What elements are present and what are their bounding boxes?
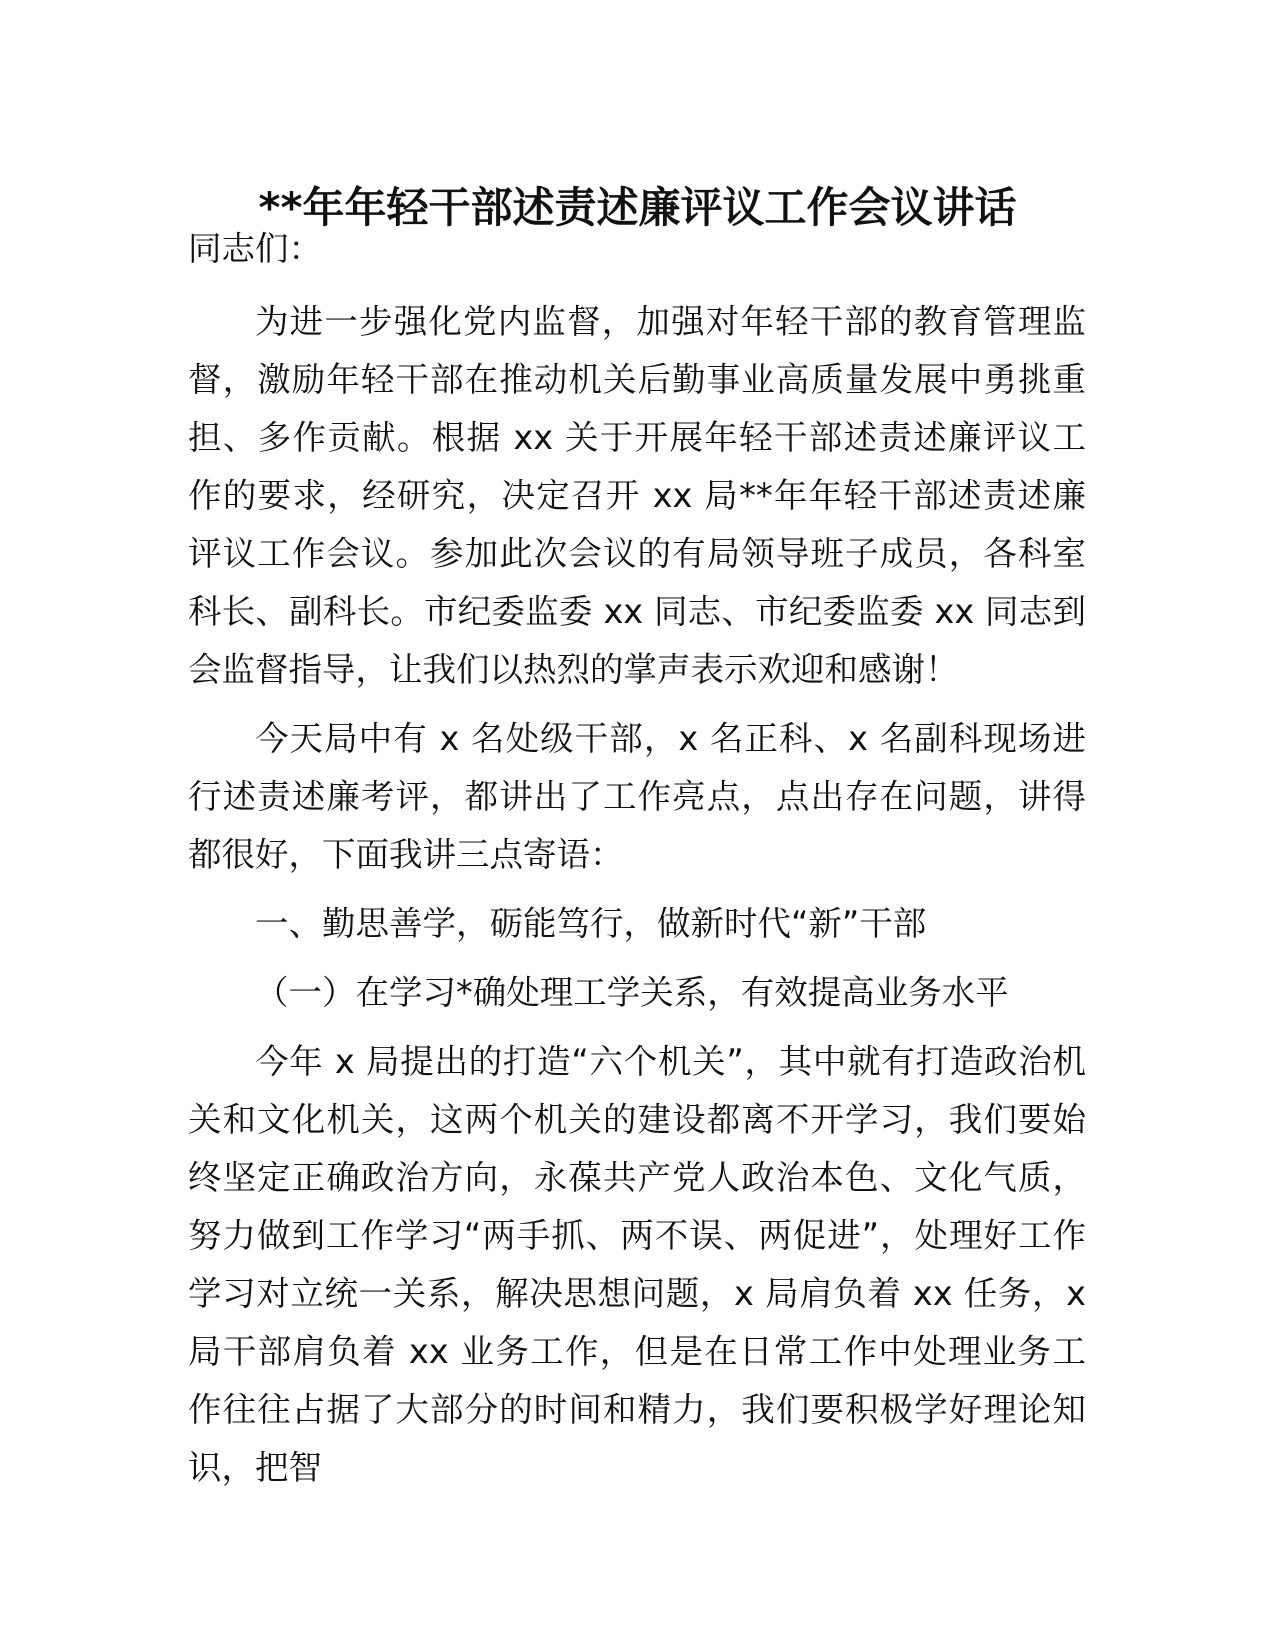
subsection-heading-1: （一）在学习*确处理工学关系，有效提高业务水平: [255, 973, 1009, 1012]
document-title: **年年轻干部述责述廉评议工作会议讲话: [258, 183, 1017, 233]
paragraph-study: 今年 x 局提出的打造“六个机关”，其中就有打造政治机关和文化机关，这两个机关的建设都离不开学习，我们要始终坚定正确政治方向，永葆共产党人政治本色、文化气质，努力做到工作学习“两手抓、两不误、两促进”，处理好工作学习对立统一关系，解决思想问题，x 局肩负着 xx 任务，x 局干部肩负着 xx 业务工作，但是在日常工作中处理业务工作往往占据了大部分的时间和精力，我们要积极学好理论知识，把智: [188, 1042, 1086, 1487]
paragraph-overview: 今天局中有 x 名处级干部，x 名正科、x 名副科现场进行述责述廉考评，都讲出了工作亮点，点出存在问题，讲得都很好，下面我讲三点寄语：: [188, 719, 1086, 874]
document-body: [188, 220, 1086, 1508]
section-heading-1: 一、勤思善学，砺能笃行，做新时代“新”干部: [255, 904, 927, 943]
paragraph-intro: 为进一步强化党内监督，加强对年轻干部的教育管理监督，激励年轻干部在推动机关后勤事业高质量发展中勇挑重担、多作贡献。根据 xx 关于开展年轻干部述责述廉评议工作的要求，经研究，决定召开 xx 局**年年轻干部述责述廉评议工作会议。参加此次会议的有局领导班子成员，各科室科长、副科长。市纪委监委 xx 同志、市纪委监委 xx 同志到会监督指导，让我们以热烈的掌声表示欢迎和感谢！: [188, 302, 1086, 689]
salutation: 同志们：: [188, 229, 322, 268]
